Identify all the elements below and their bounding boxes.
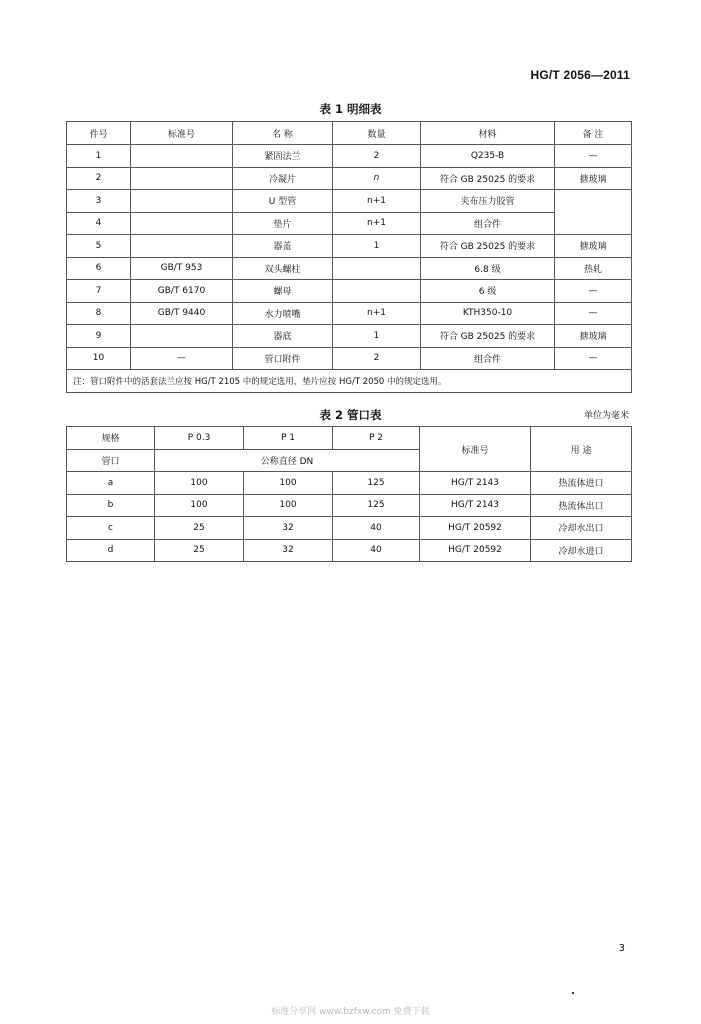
- nozzle-table: [66, 426, 632, 562]
- table-cell: 125: [333, 472, 420, 495]
- table-cell: 搪玻璃: [555, 325, 632, 348]
- table-cell: 7: [67, 280, 131, 303]
- table-cell: 水力喷嘴: [233, 302, 333, 325]
- table-cell: [131, 167, 233, 190]
- table-cell: d: [67, 539, 155, 562]
- table-row: [67, 494, 632, 517]
- table-row: [67, 257, 632, 280]
- table-cell: HG/T 20592: [420, 517, 531, 540]
- table-cell: n+1: [333, 302, 421, 325]
- table-cell: 双头螺柱: [233, 257, 333, 280]
- table-cell: 搪玻璃: [555, 167, 632, 190]
- table-cell: HG/T 2143: [420, 472, 531, 495]
- table-row: [67, 302, 632, 325]
- table-cell: KTH350-10: [421, 302, 555, 325]
- table-cell: 器盖: [233, 235, 333, 258]
- table-cell: 40: [333, 517, 420, 540]
- table-cell: 1: [333, 235, 421, 258]
- table1-header-cell: 备 注: [555, 122, 632, 145]
- table1-header-row: [67, 122, 632, 145]
- table-cell: 100: [155, 494, 244, 517]
- table-row: [67, 235, 632, 258]
- table-cell: 组合件: [421, 212, 555, 235]
- table-row: [67, 212, 632, 235]
- table-cell: GB/T 953: [131, 257, 233, 280]
- table-cell: —: [555, 302, 632, 325]
- table2-caption: 表 2 管口表: [319, 408, 382, 422]
- table2-header-use: 用 途: [531, 427, 632, 472]
- table-cell: GB/T 6170: [131, 280, 233, 303]
- table-cell: 100: [155, 472, 244, 495]
- table2-header-pressure: P 0.3: [155, 427, 244, 450]
- table-cell: a: [67, 472, 155, 495]
- document-code: HG/T 2056—2011: [530, 68, 630, 82]
- table1-header-cell: 数量: [333, 122, 421, 145]
- table-cell: —: [131, 347, 233, 370]
- table-cell: 9: [67, 325, 131, 348]
- table-cell: [555, 190, 632, 213]
- table-cell: 125: [333, 494, 420, 517]
- table2-header-pressure: P 2: [333, 427, 420, 450]
- table-cell: c: [67, 517, 155, 540]
- table-cell: 1: [333, 325, 421, 348]
- table-cell: —: [555, 280, 632, 303]
- table-row: [67, 325, 632, 348]
- table-cell: 管口附件: [233, 347, 333, 370]
- scan-speck: [572, 992, 574, 994]
- table-cell: 5: [67, 235, 131, 258]
- table-cell: [131, 325, 233, 348]
- table-cell: 组合件: [421, 347, 555, 370]
- table2-header-port: 管口: [67, 449, 155, 472]
- table-cell: 符合 GB 25025 的要求: [421, 325, 555, 348]
- table-cell: 2: [67, 167, 131, 190]
- table-cell: 10: [67, 347, 131, 370]
- table-cell: 搪玻璃: [555, 235, 632, 258]
- table-cell: GB/T 9440: [131, 302, 233, 325]
- table-cell: 热流体出口: [531, 494, 632, 517]
- table-cell: 热流体进口: [531, 472, 632, 495]
- table-cell: [131, 235, 233, 258]
- table-cell: 3: [67, 190, 131, 213]
- table-cell: HG/T 20592: [420, 539, 531, 562]
- table-cell: n+1: [333, 190, 421, 213]
- table-cell: 6.8 级: [421, 257, 555, 280]
- footer-watermark: 标准分享网 www.bzfxw.com 免费下载: [271, 1007, 430, 1017]
- table-cell: 4: [67, 212, 131, 235]
- parts-list-table: [66, 121, 632, 393]
- table-cell: [131, 190, 233, 213]
- table2-header-dn: 公称直径 DN: [155, 449, 420, 472]
- table-cell: [131, 145, 233, 168]
- table-cell: 1: [67, 145, 131, 168]
- table2-header-row: [67, 427, 632, 450]
- table-cell: 25: [155, 539, 244, 562]
- page-number: 3: [618, 943, 625, 954]
- table-cell: 100: [244, 472, 333, 495]
- table-cell: n+1: [333, 212, 421, 235]
- table-cell: 紧固法兰: [233, 145, 333, 168]
- table-cell: 32: [244, 517, 333, 540]
- table-row: [67, 472, 632, 495]
- table-cell: 螺母: [233, 280, 333, 303]
- table-cell: 6: [67, 257, 131, 280]
- table-cell: 符合 GB 25025 的要求: [421, 235, 555, 258]
- unit-note: 单位为毫米: [583, 411, 629, 421]
- table-cell: U 型管: [233, 190, 333, 213]
- table-cell: [131, 212, 233, 235]
- table-cell: 夹布压力胶管: [421, 190, 555, 213]
- table-cell: 热轧: [555, 257, 632, 280]
- table2-header-standard: 标准号: [420, 427, 531, 472]
- table-cell: 符合 GB 25025 的要求: [421, 167, 555, 190]
- table-cell: [333, 257, 421, 280]
- table-cell: 冷却水进口: [531, 539, 632, 562]
- table-row: [67, 190, 632, 213]
- table-cell: 40: [333, 539, 420, 562]
- table-cell: Q235-B: [421, 145, 555, 168]
- table-cell: 2: [333, 347, 421, 370]
- table-cell: [333, 280, 421, 303]
- table-cell: 100: [244, 494, 333, 517]
- table-cell: 32: [244, 539, 333, 562]
- table1-header-cell: 材料: [421, 122, 555, 145]
- table-cell: 冷却水出口: [531, 517, 632, 540]
- table-cell: —: [555, 145, 632, 168]
- table-cell: HG/T 2143: [420, 494, 531, 517]
- table-cell: 25: [155, 517, 244, 540]
- table1-header-cell: 件号: [67, 122, 131, 145]
- table1-caption: 表 1 明细表: [319, 102, 382, 116]
- table-cell: 冷凝片: [233, 167, 333, 190]
- table-cell: 垫片: [233, 212, 333, 235]
- table-cell: n: [333, 167, 421, 190]
- table2-header-pressure: P 1: [244, 427, 333, 450]
- table-row: [67, 280, 632, 303]
- table-cell: 8: [67, 302, 131, 325]
- table-cell: —: [555, 347, 632, 370]
- table1-header-cell: 名 称: [233, 122, 333, 145]
- table-row: [67, 517, 632, 540]
- table-cell: b: [67, 494, 155, 517]
- table-cell: [555, 212, 632, 235]
- table-note-row: [67, 370, 632, 393]
- table-note: 注：管口附件中的活套法兰应按 HG/T 2105 中的规定选用，垫片应按 HG/T 2050 中的规定选用。: [67, 370, 632, 393]
- table-cell: 6 级: [421, 280, 555, 303]
- table-row: [67, 167, 632, 190]
- table1-header-cell: 标准号: [131, 122, 233, 145]
- table2-header-spec: 规格: [67, 427, 155, 450]
- table-row: [67, 145, 632, 168]
- table-cell: 2: [333, 145, 421, 168]
- table-row: [67, 347, 632, 370]
- table-cell: 器底: [233, 325, 333, 348]
- table-row: [67, 539, 632, 562]
